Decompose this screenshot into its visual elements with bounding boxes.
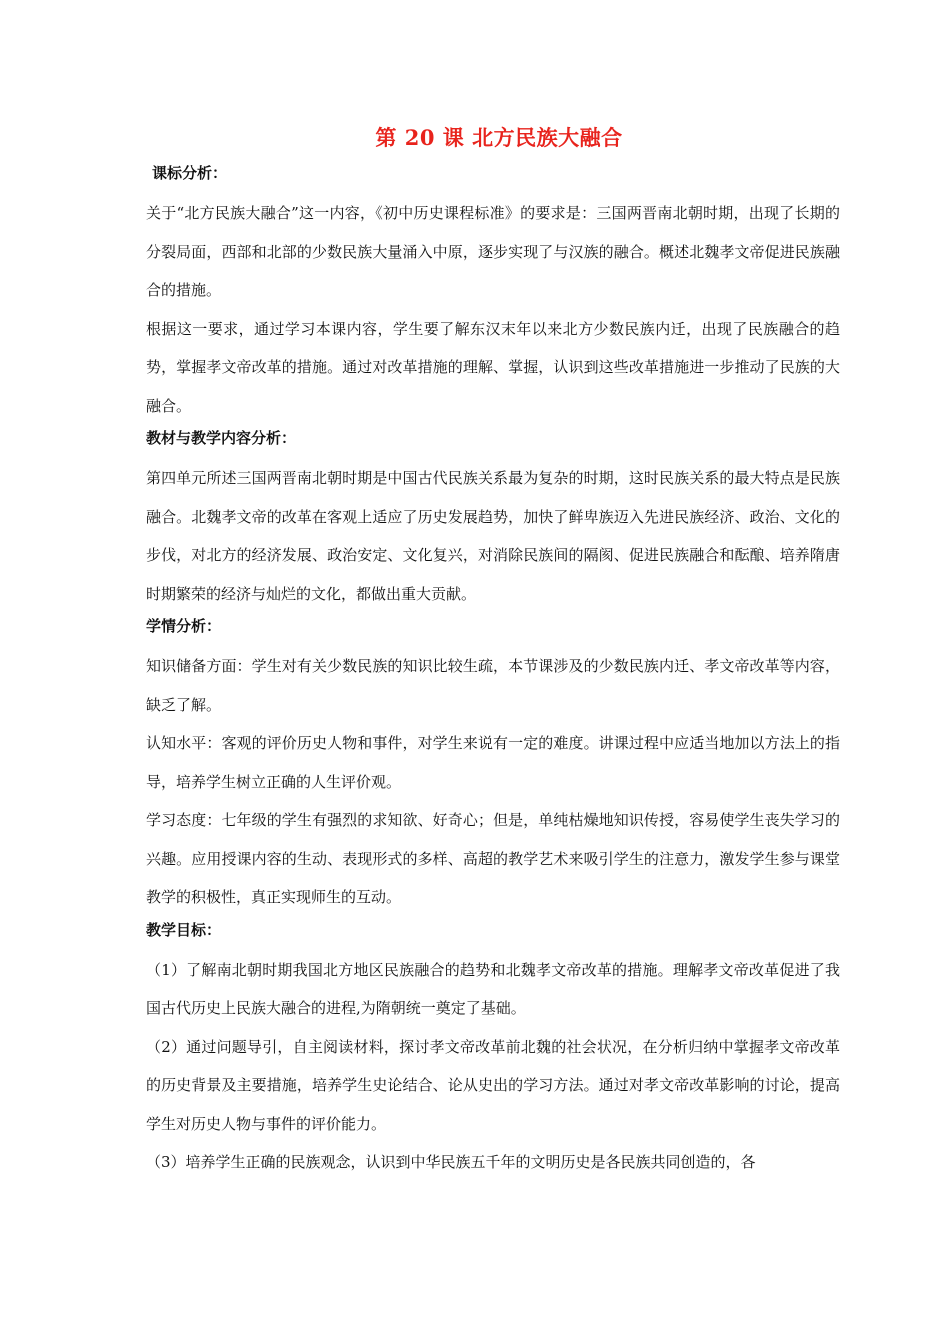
paragraph-textbook-1: 第四单元所述三国两晋南北朝时期是中国古代民族关系最为复杂的时期，这时民族关系的最大特点是民族融合。北魏孝文帝的改革在客观上适应了历史发展趋势，加快了鲜卑族迈入先进民族经济、政治、文化的步伐，对北方的经济发展、政治安定、文化复兴，对消除民族间的隔阂、促进民族融合和酝酿、培养隋唐时期繁荣的经济与灿烂的文化，都做出重大贡献。 bbox=[146, 469, 840, 603]
paragraph-objectives-1: （1）了解南北朝时期我国北方地区民族融合的趋势和北魏孝文帝改革的措施。理解孝文帝改革促进了我国古代历史上民族大融合的进程,为隋朝统一奠定了基础。 bbox=[146, 960, 840, 1017]
page-title: 第 20 课 北方民族大融合 bbox=[375, 125, 623, 150]
paragraph-students-1: 知识储备方面：学生对有关少数民族的知识比较生疏，本节课涉及的少数民族内迁、孝文帝改革等内容，缺乏了解。 bbox=[146, 657, 840, 714]
paragraph-students-2: 认知水平：客观的评价历史人物和事件，对学生来说有一定的难度。讲课过程中应适当地加以方法上的指导，培养学生树立正确的人生评价观。 bbox=[146, 734, 840, 791]
section-heading-textbook: 教材与教学内容分析： bbox=[146, 429, 297, 447]
section-heading-students: 学情分析： bbox=[146, 617, 222, 635]
paragraph-curriculum-1: 关于“北方民族大融合”这一内容，《初中历史课程标准》的要求是：三国两晋南北朝时期，出现了长期的分裂局面，西部和北部的少数民族大量涌入中原，逐步实现了与汉族的融合。概述北魏孝文帝促进民族融合的措施。 bbox=[146, 204, 840, 299]
section-heading-objectives: 教学目标： bbox=[146, 920, 222, 939]
document-body bbox=[146, 160, 840, 1182]
paragraph-objectives-2: （2）通过问题导引，自主阅读材料，探讨孝文帝改革前北魏的社会状况，在分析归纳中掌握孝文帝改革的历史背景及主要措施，培养学生史论结合、论从史出的学习方法。通过对孝文帝改革影响的讨论，提高学生对历史人物与事件的评价能力。 bbox=[146, 1037, 840, 1133]
section-heading-curriculum: 课标分析： bbox=[152, 164, 228, 182]
paragraph-objectives-3: （3）培养学生正确的民族观念，认识到中华民族五千年的文明历史是各民族共同创造的，各 bbox=[146, 1153, 756, 1171]
paragraph-students-3: 学习态度：七年级的学生有强烈的求知欲、好奇心；但是，单纯枯燥地知识传授，容易使学生丧失学习的兴趣。应用授课内容的生动、表现形式的多样、高超的教学艺术来吸引学生的注意力，激发学生参与课堂教学的积极性，真正实现师生的互动。 bbox=[146, 811, 840, 906]
paragraph-curriculum-2: 根据这一要求，通过学习本课内容，学生要了解东汉末年以来北方少数民族内迁，出现了民族融合的趋势，掌握孝文帝改革的措施。通过对改革措施的理解、掌握，认识到这些改革措施进一步推动了民族的大融合。 bbox=[146, 319, 840, 415]
